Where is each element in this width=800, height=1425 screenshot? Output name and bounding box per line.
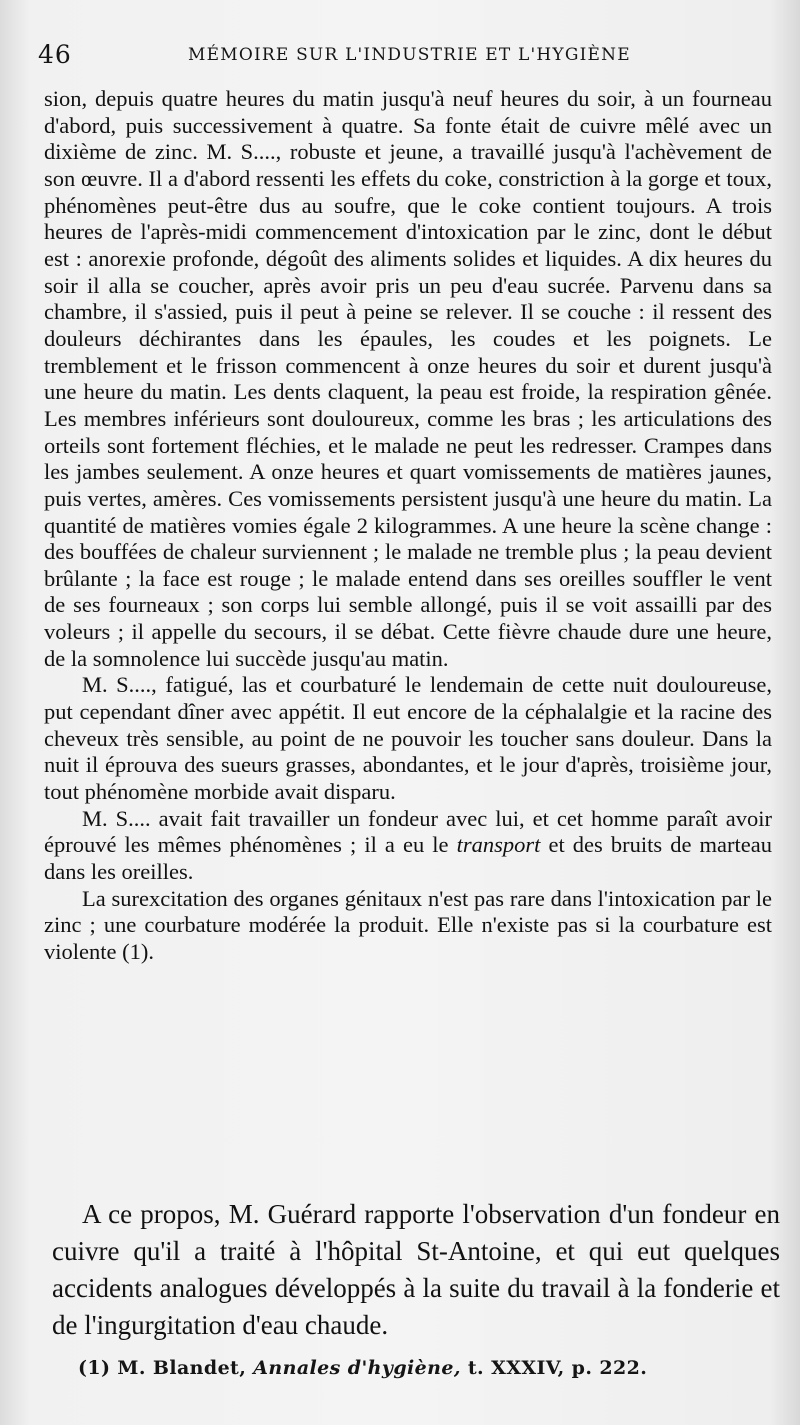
paragraph-founder-start: M. S.... avait fait travailler un fondeur avec lui, et cet homme paraît avoir éprouvé les mêmes phénomènes ; il a eu le — [44, 805, 772, 858]
paragraph-founder-end: et des bruits de marteau dans les oreilles. — [44, 832, 772, 885]
footnote-journal: Annales d'hygiène, — [253, 1357, 461, 1379]
footnote-reference: t. XXXIV, p. 222. — [467, 1357, 648, 1379]
paragraph-founder — [44, 806, 772, 886]
paragraph-surexcitation: La surexcitation des organes génitaux n'est pas rare dans l'intoxication par le zinc ; une courbature modérée la produit. Elle n'existe pas si la courbature est violente (1). — [44, 885, 772, 964]
running-title: MÉMOIRE SUR L'INDUSTRIE ET L'HYGIÈNE — [188, 45, 631, 65]
footnote-author: (1) M. Blandet, — [78, 1357, 247, 1379]
paragraph-case-report: sion, depuis quatre heures du matin jusqu'à neuf heures du soir, à un fourneau d'abord, puis successivement à quatre. Sa fonte était de cuivre mêlé avec un dixième de zinc. M. S...., robuste et jeune, a travaillé jusqu'à l'achèvement de son œuvre. Il a d'abord ressenti les effets du coke, constriction à la gorge et toux, phénomènes peut-être dus au soufre, que le coke contient toujours. A trois heures de l'après-midi commencement d'intoxication par le zinc, dont le début est : anorexie profonde, dégoût des aliments solides et liquides. A dix heures du soir il alla se coucher, après avoir pris un peu d'eau sucrée. Parvenu dans sa chambre, il s'assied, puis il peut à peine se relever. Il se couche : il ressent des douleurs déchirantes dans les épaules, les coudes et les poignets. Le tremblement et le frisson commencent à onze heures du soir et durent jusqu'à une heure du matin. Les dents claquent, la peau est froide, la respiration gênée. Les membres inférieurs sont douloureux, comme les bras ; les articulations des orteils sont fortement fléchies, et le malade ne peut les redresser. Crampes dans les jambes seulement. A onze heures et quart vomissements de matières jaunes, puis vertes, amères. Ces vomissements persistent jusqu'à une heure du matin. La quantité de matières vomies égale 2 kilogrammes. A une heure la scène change : des bouffées de chaleur surviennent ; le malade ne tremble plus ; la peau devient brûlante ; la face est rouge ; le malade entend dans ses oreilles souffler le vent de ses fourneaux ; son corps lui semble allongé, puis il se voit assailli par des voleurs ; il appelle du secours, il se débat. Cette fièvre chaude dure une heure, de la somnolence lui succède jusqu'au matin. — [44, 86, 772, 671]
page-header — [38, 40, 778, 80]
page-number: 46 — [38, 40, 72, 69]
italic-term-transport: transport — [456, 832, 541, 858]
footnote — [78, 1357, 778, 1379]
paragraph-next-day: M. S...., fatigué, las et courbaturé le lendemain de cette nuit douloureuse, put cependant dîner avec appétit. Il eut encore de la céphalalgie et la racine des cheveux très sensible, au point de ne pouvoir les toucher sans douleur. Dans la nuit il éprouva des sueurs grasses, abondantes, et le jour d'après, troisième jour, tout phénomène morbide avait disparu. — [44, 672, 772, 805]
body-text — [44, 86, 772, 966]
paragraph-guerard: A ce propos, M. Guérard rapporte l'observation d'un fondeur en cuivre qu'il a traité à l'hôpital St-Antoine, et qui eut quelques accidents analogues développés à la suite du travail à la fonderie et de l'ingurgitation d'eau chaude. — [52, 1199, 780, 1340]
guerard-observation — [52, 1196, 780, 1344]
